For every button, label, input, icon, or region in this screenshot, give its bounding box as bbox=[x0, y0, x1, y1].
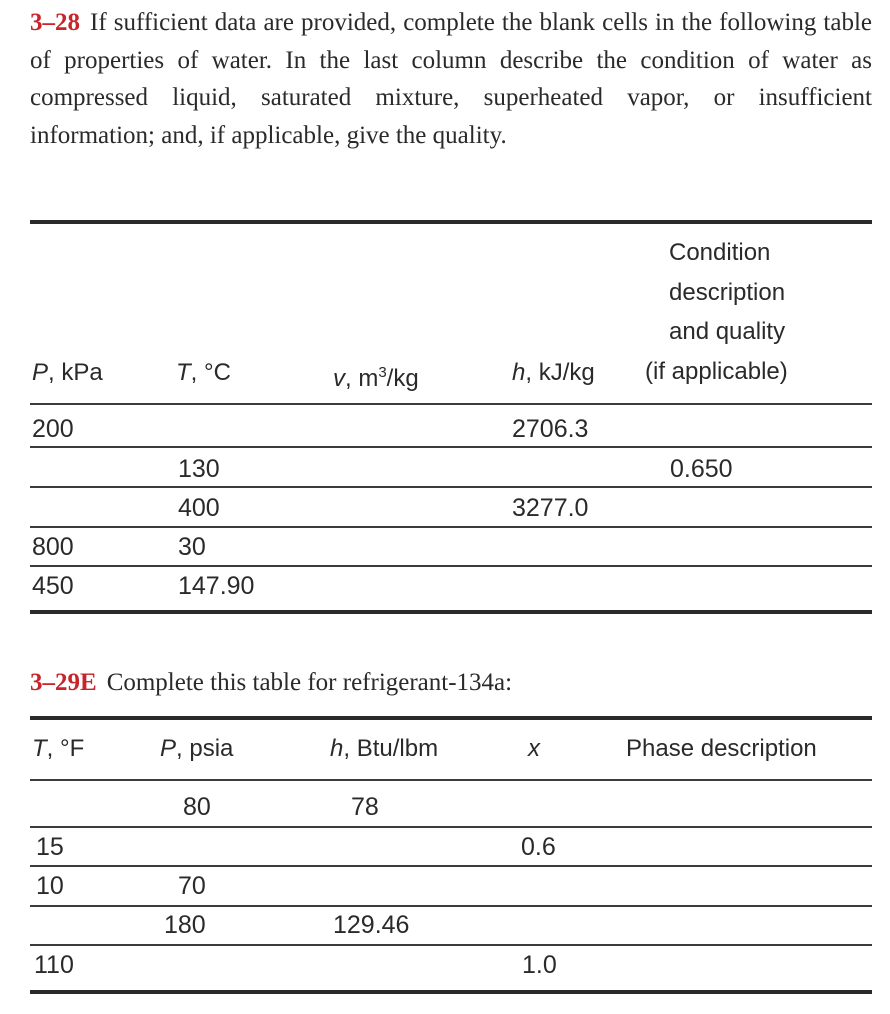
cell-enthalpy: 3277.0 bbox=[512, 494, 589, 522]
header-quality: x bbox=[528, 735, 540, 762]
row-divider bbox=[30, 565, 872, 567]
header-condition-line-2: description bbox=[669, 279, 786, 306]
header-temperature: T, °C bbox=[176, 359, 231, 386]
header-phase-description: Phase description bbox=[626, 735, 817, 762]
row-divider bbox=[30, 486, 872, 488]
problem-number: 3–28 bbox=[30, 9, 80, 36]
header-condition-line-4: (if applicable) bbox=[645, 358, 788, 385]
table-bottom-rule bbox=[30, 990, 872, 994]
cell-temperature: 147.90 bbox=[178, 572, 255, 600]
header-pressure: P, kPa bbox=[32, 359, 103, 386]
header-specific-volume: v, $m^3/kg$ bbox=[333, 364, 419, 392]
cell-temperature: 15 bbox=[36, 833, 64, 861]
cell-temperature: 400 bbox=[178, 494, 220, 522]
header-enthalpy: h, kJ/kg bbox=[512, 359, 595, 386]
header-rule bbox=[30, 403, 872, 405]
problem-3-28-statement bbox=[30, 4, 872, 154]
table-bottom-rule bbox=[30, 610, 872, 614]
cell-pressure: 70 bbox=[178, 872, 206, 900]
problem-text: If sufficient data are provided, complete the blank cells in the following table of properties of water. In the last column describe the condition of water as compressed liquid, saturated mixture, superheated vapor, or insufficient information; and, if applicable, give the quality. bbox=[30, 9, 872, 149]
cell-temperature: 110 bbox=[34, 951, 74, 979]
row-divider bbox=[30, 446, 872, 448]
cell-condition: 0.650 bbox=[670, 455, 733, 483]
cell-temperature: 30 bbox=[178, 533, 206, 561]
table-top-rule bbox=[30, 220, 872, 224]
row-divider bbox=[30, 826, 872, 828]
problem-3-29e-statement bbox=[30, 668, 512, 698]
row-divider bbox=[30, 526, 872, 528]
cell-quality: 1.0 bbox=[522, 951, 557, 979]
cell-quality: 0.6 bbox=[521, 833, 556, 861]
cell-enthalpy: 129.46 bbox=[333, 911, 410, 939]
header-rule bbox=[30, 779, 872, 781]
table-top-rule bbox=[30, 716, 872, 720]
header-pressure: P, psia bbox=[160, 735, 234, 762]
row-divider bbox=[30, 905, 872, 907]
header-enthalpy: h, Btu/lbm bbox=[330, 735, 439, 762]
cell-pressure: 80 bbox=[183, 793, 211, 821]
cell-pressure: 200 bbox=[32, 415, 74, 443]
header-temperature: T, °F bbox=[32, 735, 85, 762]
header-condition-line-1: Condition bbox=[669, 239, 771, 266]
row-divider bbox=[30, 944, 872, 946]
problem-text: Complete this table for refrigerant-134a: bbox=[106, 669, 513, 696]
cell-temperature: 10 bbox=[36, 872, 64, 900]
cell-pressure: 180 bbox=[164, 911, 206, 939]
row-divider bbox=[30, 865, 872, 867]
cell-pressure: 450 bbox=[32, 572, 74, 600]
cell-enthalpy: 78 bbox=[351, 793, 379, 821]
cell-pressure: 800 bbox=[32, 533, 74, 561]
header-condition-line-3: and quality bbox=[669, 318, 786, 345]
cell-temperature: 130 bbox=[178, 455, 220, 483]
problem-number: 3–29E bbox=[30, 669, 97, 696]
cell-enthalpy: 2706.3 bbox=[512, 415, 589, 443]
